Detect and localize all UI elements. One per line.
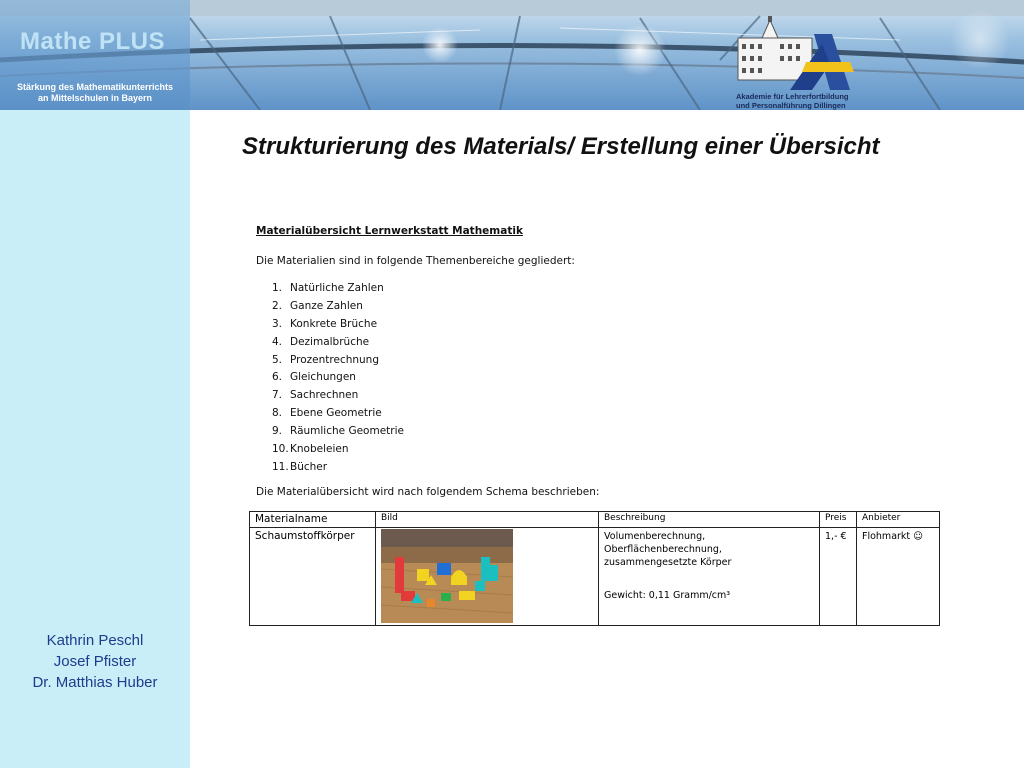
col-header-anbieter: Anbieter [857, 512, 940, 528]
col-header-materialname: Materialname [250, 512, 376, 528]
slide-title: Strukturierung des Materials/ Erstellung einer Übersicht [242, 133, 880, 160]
list-item [272, 369, 404, 387]
table-header-row [250, 512, 940, 528]
description-line: Oberflächenberechnung, [604, 544, 722, 555]
list-item [272, 334, 404, 352]
list-item-label: Konkrete Brüche [290, 317, 378, 330]
description-weight: Gewicht: 0,11 Gramm/cm³ [604, 590, 731, 601]
table-row [250, 528, 940, 626]
academy-text [736, 92, 849, 110]
list-item-number: 4. [272, 335, 283, 348]
list-item [272, 459, 404, 477]
author-1: Kathrin Peschl [46, 632, 144, 649]
list-item [272, 352, 404, 370]
brand-subtitle-line1: Stärkung des Mathematikunterrichts [16, 82, 174, 92]
cell-bild [376, 528, 599, 626]
document-excerpt [256, 225, 956, 498]
academy-line2: und Personalführung Dillingen [736, 101, 846, 110]
list-item-label: Bücher [290, 460, 328, 473]
list-item-number: 10. [272, 443, 289, 456]
list-item [272, 280, 404, 298]
description-line: Volumenberechnung, [604, 531, 706, 542]
material-table [249, 511, 940, 626]
doc-heading: Materialübersicht Lernwerkstatt Mathematik [256, 225, 523, 237]
list-item [272, 298, 404, 316]
academy-line1: Akademie für Lehrerfortbildung [736, 92, 849, 101]
list-item-number: 11. [272, 460, 289, 473]
foam-blocks-photo [381, 529, 513, 623]
doc-schema-text: Die Materialübersicht wird nach folgendem Schema beschrieben: [256, 486, 600, 498]
author-3: Dr. Matthias Huber [32, 674, 158, 691]
list-item-number: 8. [272, 407, 283, 420]
list-item-label: Knobeleien [290, 443, 349, 456]
col-header-beschreibung: Beschreibung [599, 512, 820, 528]
sidebar [0, 110, 190, 768]
list-item-label: Ganze Zahlen [290, 299, 363, 312]
cell-materialname: Schaumstoffkörper [250, 528, 376, 626]
col-header-bild: Bild [376, 512, 599, 528]
list-item-number: 5. [272, 353, 283, 366]
list-item-number: 1. [272, 282, 283, 294]
cell-anbieter: Flohmarkt ☺ [857, 528, 940, 626]
list-item [272, 441, 404, 459]
list-item [272, 423, 404, 441]
list-item-label: Ebene Geometrie [290, 407, 382, 420]
list-item-label: Natürliche Zahlen [290, 282, 384, 294]
list-item-label: Prozentrechnung [290, 353, 380, 366]
list-item-label: Sachrechnen [290, 389, 359, 402]
list-item-label: Dezimalbrüche [290, 335, 370, 348]
list-item-number: 6. [272, 371, 283, 384]
list-item [272, 405, 404, 423]
list-item-number: 7. [272, 389, 283, 402]
list-item-label: Gleichungen [290, 371, 356, 384]
cell-beschreibung [599, 528, 820, 626]
col-header-preis: Preis [820, 512, 857, 528]
cell-preis: 1,- € [820, 528, 857, 626]
topic-list [272, 280, 404, 477]
list-item-number: 3. [272, 317, 283, 330]
brand-subtitle [0, 82, 190, 104]
list-item-number: 9. [272, 425, 283, 438]
academy-logo [732, 14, 872, 94]
header-banner [0, 0, 1024, 110]
list-item-label: Räumliche Geometrie [290, 425, 404, 438]
list-item [272, 316, 404, 334]
brand-title: Mathe PLUS [20, 28, 166, 55]
list-item [272, 387, 404, 405]
author-2: Josef Pfister [53, 653, 137, 670]
brand-subtitle-line2: an Mittelschulen in Bayern [37, 93, 153, 103]
list-item-number: 2. [272, 299, 283, 312]
author-list [0, 630, 190, 693]
description-line: zusammengesetzte Körper [604, 557, 732, 568]
doc-intro: Die Materialien sind in folgende Themenbereiche gegliedert: [256, 255, 575, 267]
